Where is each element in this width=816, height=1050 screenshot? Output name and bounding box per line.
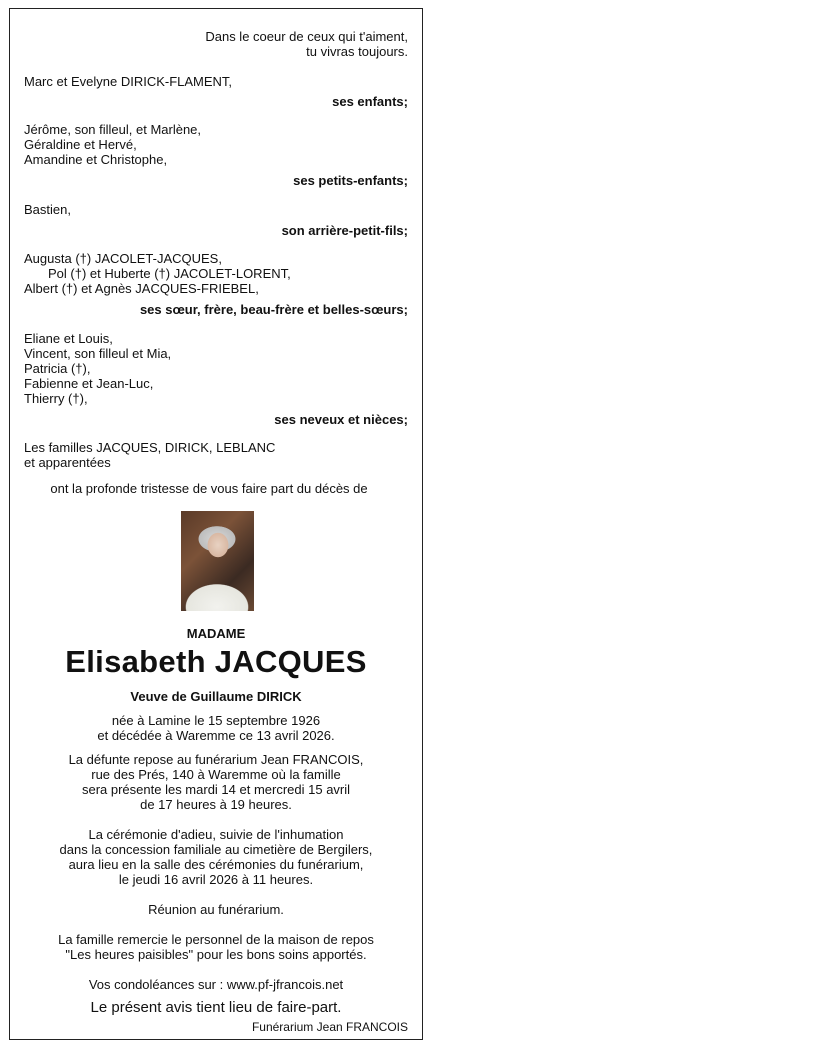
epigraph-line-1: Dans le coeur de ceux qui t'aiment, [205,29,408,44]
family-relation: ses enfants; [332,94,408,109]
family-relation: ses sœur, frère, beau-frère et belles-sœurs; [139,302,408,317]
epigraph-line-2: tu vivras toujours. [306,44,408,59]
widow-of: Veuve de Guillaume DIRICK [130,689,302,704]
funeral-home-signature: Funérarium Jean FRANCOIS [251,1020,408,1034]
visitation-line: rue des Prés, 140 à Waremme où la famille [91,767,341,782]
families-line: et apparentées [24,455,111,470]
families-line: Les familles JACQUES, DIRICK, LEBLANC [24,440,276,455]
ceremony-line: aura lieu en la salle des cérémonies du funérarium, [68,857,364,872]
deceased-name: Elisabeth JACQUES [65,644,367,679]
family-name: Eliane et Louis, [24,331,113,346]
faire-part-notice: Le présent avis tient lieu de faire-part. [90,999,342,1016]
honorific: MADAME [186,626,246,641]
family-name: Pol (†) et Huberte (†) JACOLET-LORENT, [48,266,291,281]
family-name: Thierry (†), [24,391,88,406]
birth-death-line: née à Lamine le 15 septembre 1926 [111,713,321,728]
family-relation: ses petits-enfants; [293,173,408,188]
thanks-line: La famille remercie le personnel de la maison de repos [58,932,374,947]
family-name: Géraldine et Hervé, [24,137,137,152]
family-name: Vincent, son filleul et Mia, [24,346,172,361]
family-name: Jérôme, son filleul, et Marlène, [24,122,202,137]
obituary-notice [9,8,423,1040]
reunion: Réunion au funérarium. [148,902,284,917]
family-relation: son arrière-petit-fils; [281,223,408,238]
family-name: Marc et Evelyne DIRICK-FLAMENT, [24,74,233,89]
visitation-line: sera présente les mardi 14 et mercredi 15 avril [81,782,351,797]
ceremony-line: le jeudi 16 avril 2026 à 11 heures. [118,872,314,887]
family-name: Bastien, [24,202,71,217]
deceased-photo [181,511,254,611]
thanks-line: "Les heures paisibles" pour les bons soins apportés. [65,947,367,962]
family-relation: ses neveux et nièces; [274,412,408,427]
family-name: Amandine et Christophe, [24,152,168,167]
visitation-line: de 17 heures à 19 heures. [140,797,292,812]
family-name: Augusta (†) JACOLET-JACQUES, [24,251,222,266]
family-name: Patricia (†), [24,361,91,376]
ceremony-line: La cérémonie d'adieu, suivie de l'inhumation [88,827,344,842]
birth-death-line: et décédée à Waremme ce 13 avril 2026. [97,728,335,743]
visitation-line: La défunte repose au funérarium Jean FRANCOIS, [68,752,364,767]
family-name: Fabienne et Jean-Luc, [24,376,154,391]
condolences-link[interactable]: Vos condoléances sur : www.pf-jfrancois.net [88,977,344,992]
ceremony-line: dans la concession familiale au cimetière de Bergilers, [59,842,373,857]
family-name: Albert (†) et Agnès JACQUES-FRIEBEL, [24,281,259,296]
announcement: ont la profonde tristesse de vous faire part du décès de [50,481,368,496]
